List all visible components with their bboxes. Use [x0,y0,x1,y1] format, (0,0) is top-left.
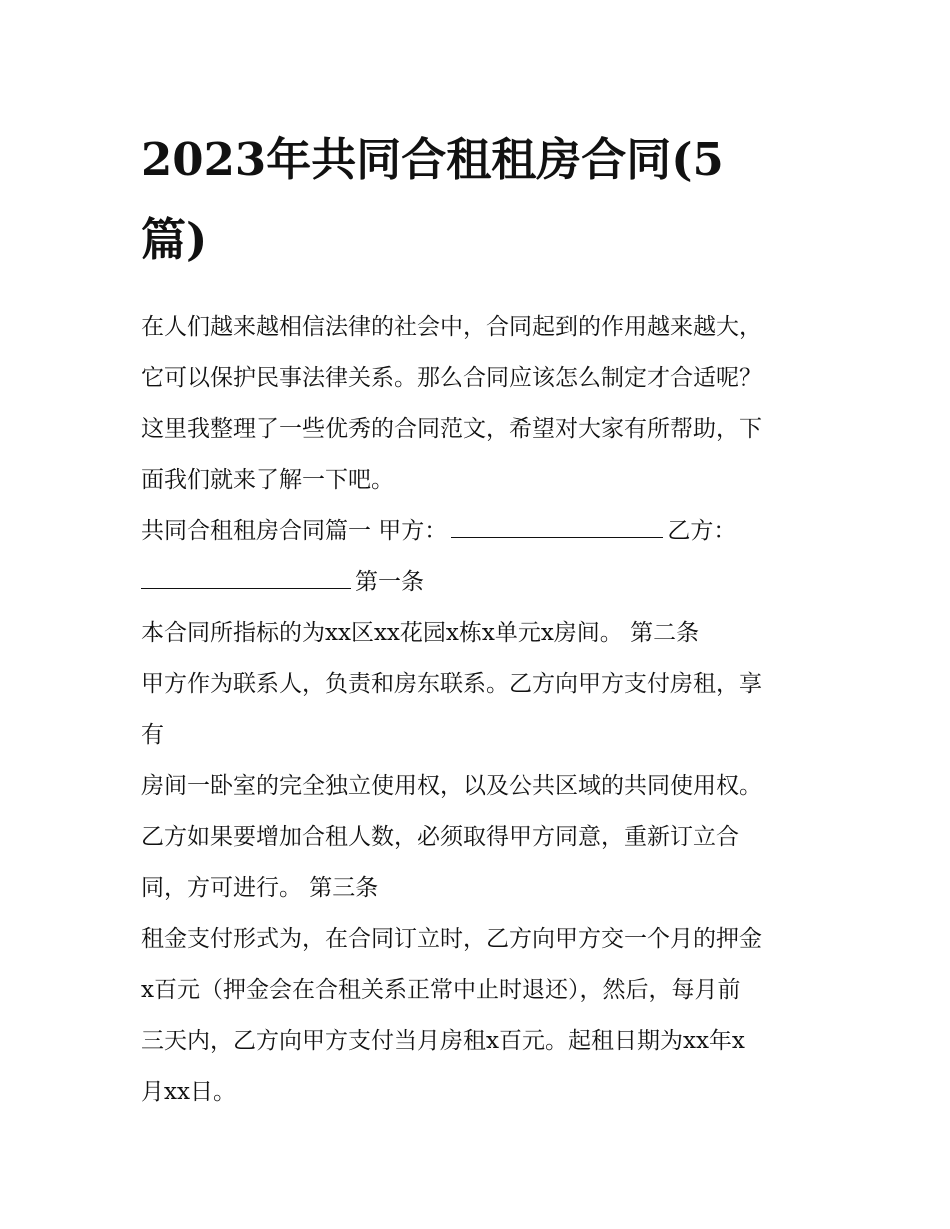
party-b-line [141,557,812,608]
intro-line: 面我们就来了解一下吧。 [141,467,394,493]
body-line: 乙方如果要增加合租人数，必须取得甲方同意，重新订立合 [141,824,739,850]
body-line: 本合同所指标的为xx区xx花园x栋x单元x房间。 第二条 [141,620,700,646]
body-line: 房间一卧室的完全独立使用权，以及公共区域的共同使用权。 [141,773,762,799]
party-b-label: 乙方： [667,518,737,544]
party-line [141,506,812,557]
body-line: 月xx日。 [141,1079,236,1105]
document-title [141,120,812,280]
title-line-2: 篇) [141,213,208,266]
party-a-label: 共同合租租房合同篇一 甲方： [141,518,448,544]
body-line: x百元（押金会在合租关系正常中止时退还），然后，每月前 [141,977,741,1003]
article-1-label: 第一条 [355,569,424,595]
document-body [141,302,812,1118]
party-a-blank [451,514,663,538]
title-line-1: 2023年共同合租租房合同(5 [141,133,724,186]
body-line: 有 [141,722,164,748]
intro-line: 在人们越来越相信法律的社会中，合同起到的作用越来越大， [141,314,762,340]
body-line: 租金支付形式为，在合同订立时，乙方向甲方交一个月的押金 [141,926,762,952]
body-line: 甲方作为联系人，负责和房东联系。乙方向甲方支付房租，享 [141,671,762,697]
intro-line: 这里我整理了一些优秀的合同范文，希望对大家有所帮助，下 [141,416,762,442]
intro-line: 它可以保护民事法律关系。那么合同应该怎么制定才合适呢？ [141,365,762,391]
body-line: 三天内，乙方向甲方支付当月房租x百元。起租日期为xx年x [141,1028,745,1054]
party-b-blank [141,565,351,589]
body-line: 同，方可进行。 第三条 [141,875,379,901]
